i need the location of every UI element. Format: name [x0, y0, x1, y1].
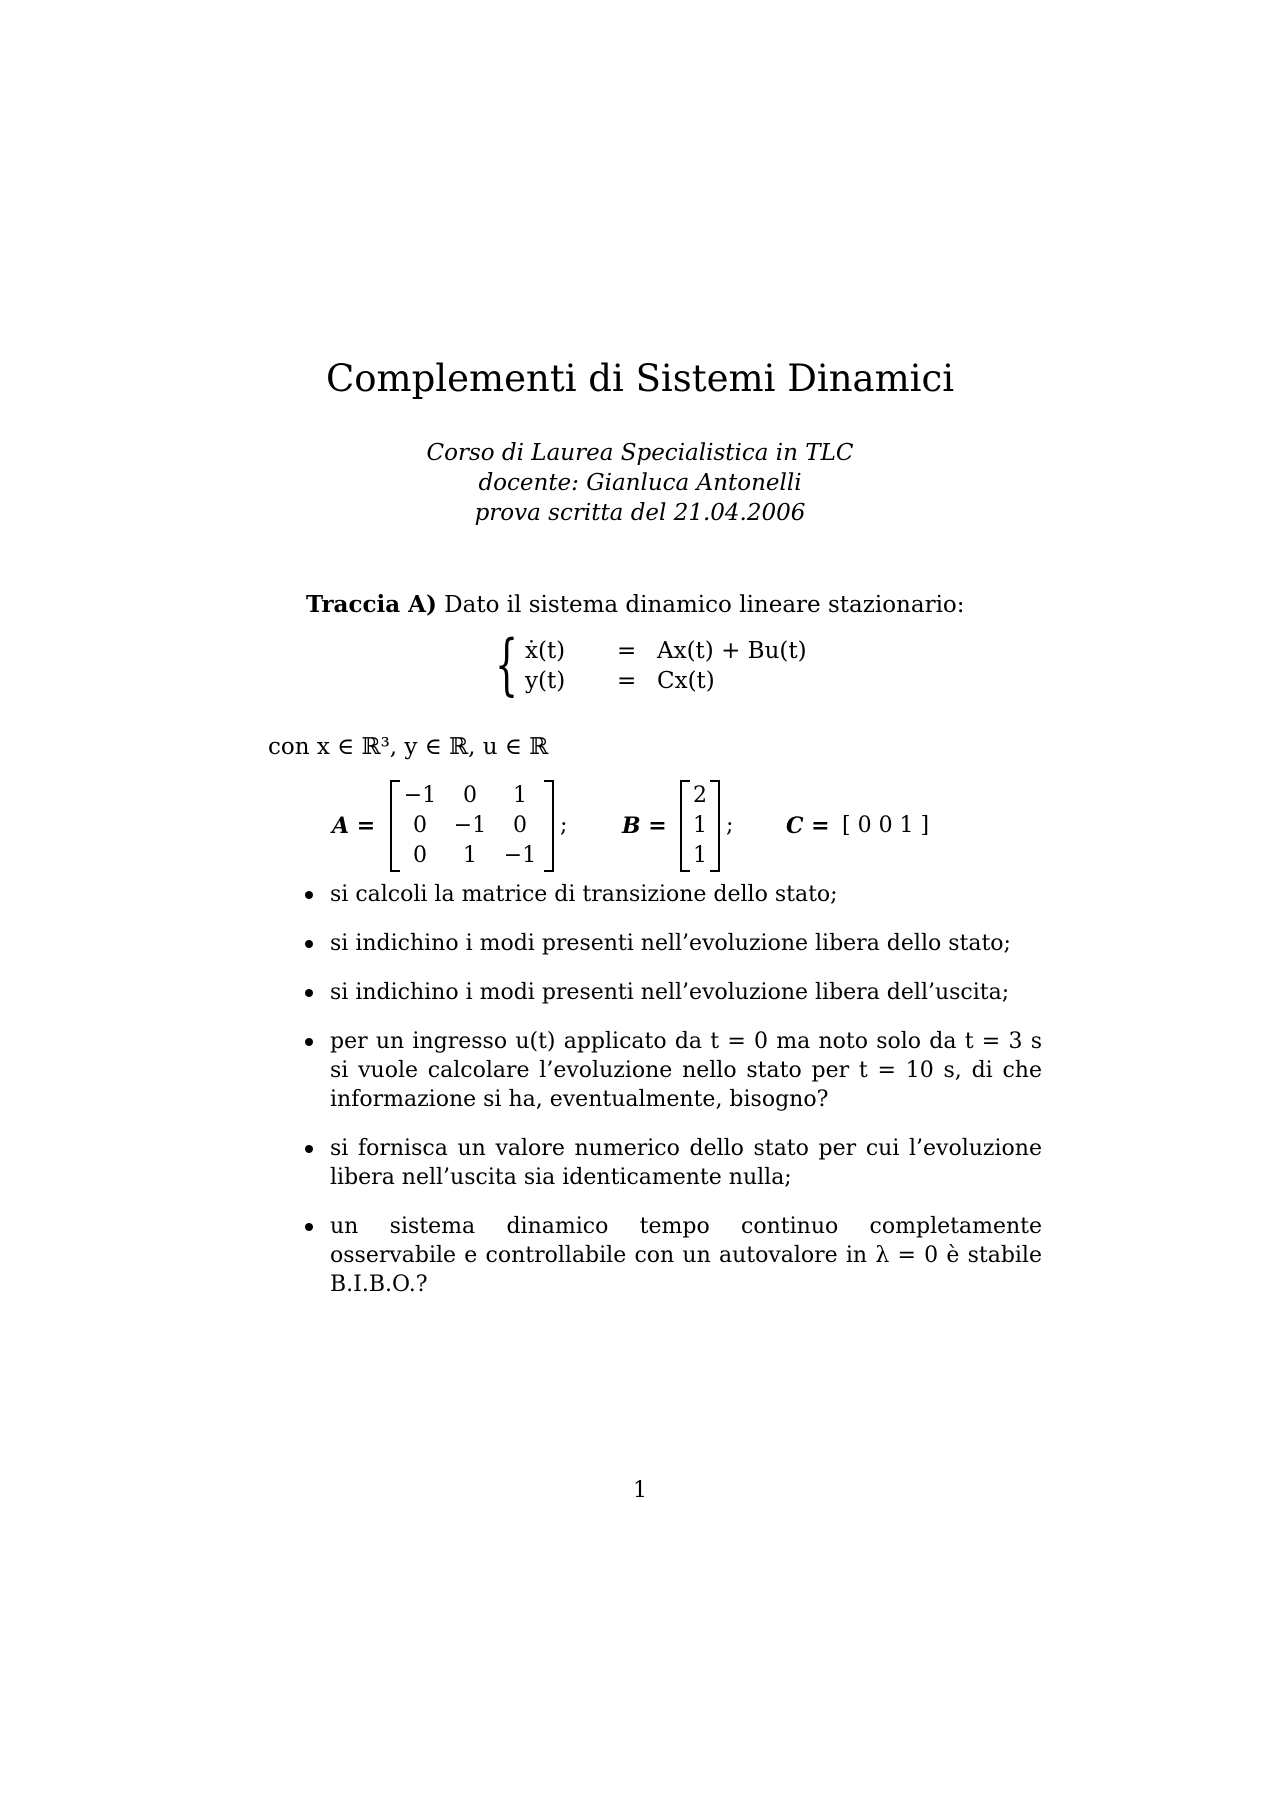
- equation-rhs: Cx(t): [657, 668, 715, 694]
- problem-label: Traccia A): [306, 591, 437, 618]
- problem-intro: [306, 590, 965, 620]
- equation-operator: =: [617, 668, 637, 694]
- matrix-cell: 0: [513, 813, 527, 838]
- equation-lhs: ẋ(t): [525, 638, 566, 664]
- bullet-icon: [305, 1223, 313, 1231]
- variable-domains: con x ∈ ℝ³, y ∈ ℝ, u ∈ ℝ: [268, 734, 549, 760]
- matrix-cell: −1: [503, 843, 537, 868]
- bullet-icon: [305, 1145, 313, 1153]
- list-item: si indichino i modi presenti nell’evoluzione libera dello stato;: [300, 929, 1042, 958]
- matrix-c: [ 0 0 1 ]: [842, 813, 930, 838]
- matrix-cell: 1: [513, 783, 527, 808]
- bullet-icon: [305, 1038, 313, 1046]
- course-line: Corso di Laurea Specialistica in TLC: [426, 440, 854, 466]
- bullet-icon: [305, 989, 313, 997]
- left-brace-symbol: {: [495, 626, 519, 703]
- matrix-cell: 0: [463, 783, 477, 808]
- matrix-cell: 0: [413, 813, 427, 838]
- question-list: [300, 880, 1042, 1319]
- matrix-cell: −1: [403, 783, 437, 808]
- matrix-b-label: B =: [622, 813, 667, 839]
- page-number: 1: [633, 1478, 647, 1503]
- list-item: un sistema dinamico tempo continuo completamente osservabile e controllabile con un autovalore in λ = 0 è stabile B.I.B.O.?: [300, 1212, 1042, 1299]
- matrix-cell: 1: [693, 813, 707, 838]
- matrix-cell: 1: [463, 843, 477, 868]
- page-title: Complementi di Sistemi Dinamici: [325, 357, 955, 400]
- exam-date-line: prova scritta del 21.04.2006: [474, 500, 806, 526]
- matrix-separator: ;: [560, 813, 568, 838]
- equation-lhs: y(t): [525, 668, 566, 694]
- matrix-cell: −1: [453, 813, 487, 838]
- bullet-icon: [305, 891, 313, 899]
- teacher-line: docente: Gianluca Antonelli: [478, 470, 802, 496]
- matrix-a: [390, 780, 554, 872]
- matrix-c-label: C =: [786, 813, 830, 839]
- equation-rhs: Ax(t) + Bu(t): [657, 638, 807, 664]
- matrix-cell: 2: [693, 783, 707, 808]
- system-matrices: [0, 780, 1280, 880]
- matrix-b: [680, 780, 720, 872]
- problem-intro-text: Dato il sistema dinamico lineare stazionario:: [444, 592, 965, 618]
- matrix-separator: ;: [726, 813, 734, 838]
- matrix-a-label: A =: [332, 813, 376, 839]
- list-item: per un ingresso u(t) applicato da t = 0 ma noto solo da t = 3 s si vuole calcolare l’evoluzione nello stato per t = 10 s, di che informazione si ha, eventualmente, bisogno?: [300, 1027, 1042, 1114]
- matrix-cell: 0: [413, 843, 427, 868]
- matrix-cell: 1: [693, 843, 707, 868]
- list-item: si calcoli la matrice di transizione dello stato;: [300, 880, 1042, 909]
- subtitle-block: [0, 438, 1280, 528]
- list-item: si fornisca un valore numerico dello stato per cui l’evoluzione libera nell’uscita sia identicamente nulla;: [300, 1134, 1042, 1192]
- list-item: si indichino i modi presenti nell’evoluzione libera dell’uscita;: [300, 978, 1042, 1007]
- equation-operator: =: [617, 638, 637, 664]
- bullet-icon: [305, 940, 313, 948]
